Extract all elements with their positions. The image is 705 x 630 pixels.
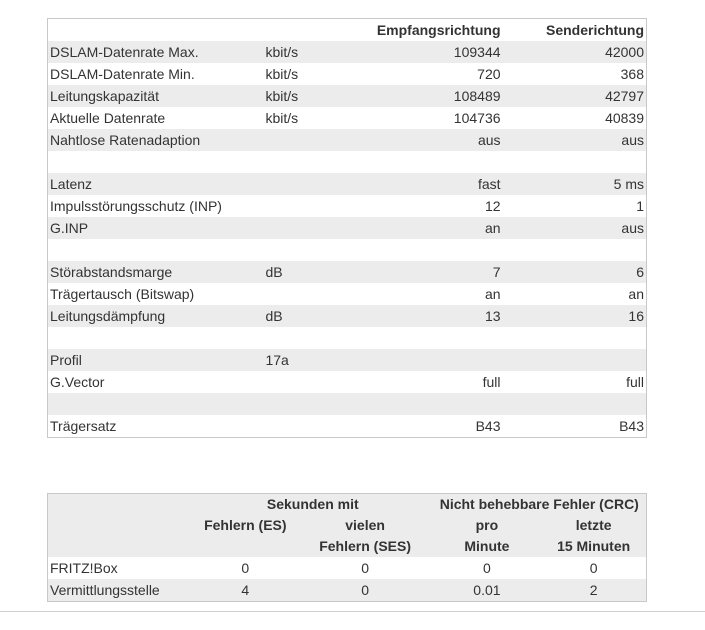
dsl-line-info-table bbox=[47, 18, 647, 438]
header-per-minute-line1: pro bbox=[433, 515, 542, 536]
row-label: Aktuelle Datenrate bbox=[48, 107, 264, 129]
row-unit bbox=[263, 327, 366, 349]
row-ses-value: 0 bbox=[298, 579, 433, 602]
row-unit: dB bbox=[263, 261, 366, 283]
header-empty bbox=[48, 515, 193, 536]
row-downstream-value: 720 bbox=[367, 63, 503, 85]
table-row bbox=[48, 217, 647, 239]
header-empty-label bbox=[48, 19, 264, 42]
header-empty-unit bbox=[263, 19, 366, 42]
row-label: Nahtlose Ratenadaption bbox=[48, 129, 264, 151]
table-row bbox=[48, 349, 647, 371]
table-row bbox=[48, 239, 647, 261]
table-row bbox=[48, 415, 647, 438]
row-upstream-value bbox=[503, 393, 647, 415]
row-downstream-value: 7 bbox=[367, 261, 503, 283]
header-empty bbox=[48, 494, 193, 516]
row-label: Vermittlungsstelle bbox=[48, 579, 193, 602]
row-upstream-value: 42797 bbox=[503, 85, 647, 107]
row-downstream-value bbox=[367, 327, 503, 349]
row-unit bbox=[263, 129, 366, 151]
row-label: Störabstandsmarge bbox=[48, 261, 264, 283]
table-row bbox=[48, 173, 647, 195]
row-label bbox=[48, 239, 264, 261]
table-row bbox=[48, 261, 647, 283]
row-label: Trägersatz bbox=[48, 415, 264, 438]
header-last15-line2: 15 Minuten bbox=[541, 536, 646, 557]
row-label: DSLAM-Datenrate Max. bbox=[48, 41, 264, 63]
header-es: Fehlern (ES) bbox=[193, 515, 298, 536]
row-per-minute-value: 0.01 bbox=[433, 579, 542, 602]
header-ses-line2: Fehlern (SES) bbox=[298, 536, 433, 557]
row-unit bbox=[263, 239, 366, 261]
row-per-minute-value: 0 bbox=[433, 557, 542, 579]
row-downstream-value: B43 bbox=[367, 415, 503, 438]
row-downstream-value: 13 bbox=[367, 305, 503, 327]
header-crc-group: Nicht behebbare Fehler (CRC) bbox=[433, 494, 647, 516]
row-es-value: 0 bbox=[193, 557, 298, 579]
row-unit bbox=[263, 415, 366, 438]
row-upstream-value: 1 bbox=[503, 195, 647, 217]
row-upstream-value: full bbox=[503, 371, 647, 393]
row-upstream-value bbox=[503, 349, 647, 371]
row-label: FRITZ!Box bbox=[48, 557, 193, 579]
header-empty bbox=[48, 536, 193, 557]
error-header-row-1 bbox=[48, 494, 647, 516]
row-es-value: 4 bbox=[193, 579, 298, 602]
row-label bbox=[48, 327, 264, 349]
row-label: Profil bbox=[48, 349, 264, 371]
row-label: G.INP bbox=[48, 217, 264, 239]
row-upstream-value: an bbox=[503, 283, 647, 305]
row-downstream-value: full bbox=[367, 371, 503, 393]
row-ses-value: 0 bbox=[298, 557, 433, 579]
row-label bbox=[48, 393, 264, 415]
row-unit bbox=[263, 151, 366, 173]
table-row bbox=[48, 283, 647, 305]
row-label: Impulsstörungsschutz (INP) bbox=[48, 195, 264, 217]
row-downstream-value: 12 bbox=[367, 195, 503, 217]
row-label: Leitungsdämpfung bbox=[48, 305, 264, 327]
row-last15-value: 0 bbox=[541, 557, 646, 579]
row-downstream-value: an bbox=[367, 283, 503, 305]
row-downstream-value: 104736 bbox=[367, 107, 503, 129]
table-row bbox=[48, 41, 647, 63]
row-unit: kbit/s bbox=[263, 85, 366, 107]
table-row bbox=[48, 305, 647, 327]
row-upstream-value bbox=[503, 239, 647, 261]
row-label: DSLAM-Datenrate Min. bbox=[48, 63, 264, 85]
table-row bbox=[48, 195, 647, 217]
row-upstream-value: 16 bbox=[503, 305, 647, 327]
header-last15-line1: letzte bbox=[541, 515, 646, 536]
row-downstream-value: aus bbox=[367, 129, 503, 151]
row-downstream-value: 108489 bbox=[367, 85, 503, 107]
row-unit bbox=[263, 195, 366, 217]
row-label: G.Vector bbox=[48, 371, 264, 393]
row-label: Latenz bbox=[48, 173, 264, 195]
error-header-row-2 bbox=[48, 515, 647, 536]
table-row bbox=[48, 327, 647, 349]
row-upstream-value: 42000 bbox=[503, 41, 647, 63]
row-upstream-value: 5 ms bbox=[503, 173, 647, 195]
error-statistics-table bbox=[47, 493, 647, 602]
table-header-row bbox=[48, 19, 647, 42]
row-downstream-value bbox=[367, 349, 503, 371]
row-downstream-value bbox=[367, 239, 503, 261]
error-header-row-3 bbox=[48, 536, 647, 557]
table-row bbox=[48, 557, 647, 579]
row-last15-value: 2 bbox=[541, 579, 646, 602]
header-per-minute-line2: Minute bbox=[433, 536, 542, 557]
table-row bbox=[48, 107, 647, 129]
row-label: Leitungskapazität bbox=[48, 85, 264, 107]
header-seconds-group: Sekunden mit bbox=[193, 494, 433, 516]
table-row bbox=[48, 371, 647, 393]
row-unit bbox=[263, 371, 366, 393]
row-unit: kbit/s bbox=[263, 107, 366, 129]
row-downstream-value bbox=[367, 151, 503, 173]
divider bbox=[0, 611, 705, 612]
table-row bbox=[48, 85, 647, 107]
table-row bbox=[48, 63, 647, 85]
row-downstream-value: fast bbox=[367, 173, 503, 195]
table-row bbox=[48, 129, 647, 151]
row-unit: kbit/s bbox=[263, 41, 366, 63]
row-downstream-value: 109344 bbox=[367, 41, 503, 63]
row-unit: dB bbox=[263, 305, 366, 327]
header-upstream: Senderichtung bbox=[503, 19, 647, 42]
row-unit: kbit/s bbox=[263, 63, 366, 85]
row-upstream-value: aus bbox=[503, 217, 647, 239]
table-row bbox=[48, 393, 647, 415]
row-label bbox=[48, 151, 264, 173]
table-row bbox=[48, 151, 647, 173]
header-downstream: Empfangsrichtung bbox=[367, 19, 503, 42]
row-unit: 17a bbox=[263, 349, 366, 371]
row-unit bbox=[263, 217, 366, 239]
row-upstream-value bbox=[503, 327, 647, 349]
row-downstream-value bbox=[367, 393, 503, 415]
header-ses-line1: vielen bbox=[298, 515, 433, 536]
table-row bbox=[48, 579, 647, 602]
row-label: Trägertausch (Bitswap) bbox=[48, 283, 264, 305]
row-unit bbox=[263, 283, 366, 305]
row-upstream-value: 40839 bbox=[503, 107, 647, 129]
row-downstream-value: an bbox=[367, 217, 503, 239]
row-upstream-value: 6 bbox=[503, 261, 647, 283]
row-upstream-value: B43 bbox=[503, 415, 647, 438]
row-upstream-value bbox=[503, 151, 647, 173]
header-empty bbox=[193, 536, 298, 557]
row-upstream-value: aus bbox=[503, 129, 647, 151]
row-upstream-value: 368 bbox=[503, 63, 647, 85]
row-unit bbox=[263, 393, 366, 415]
row-unit bbox=[263, 173, 366, 195]
